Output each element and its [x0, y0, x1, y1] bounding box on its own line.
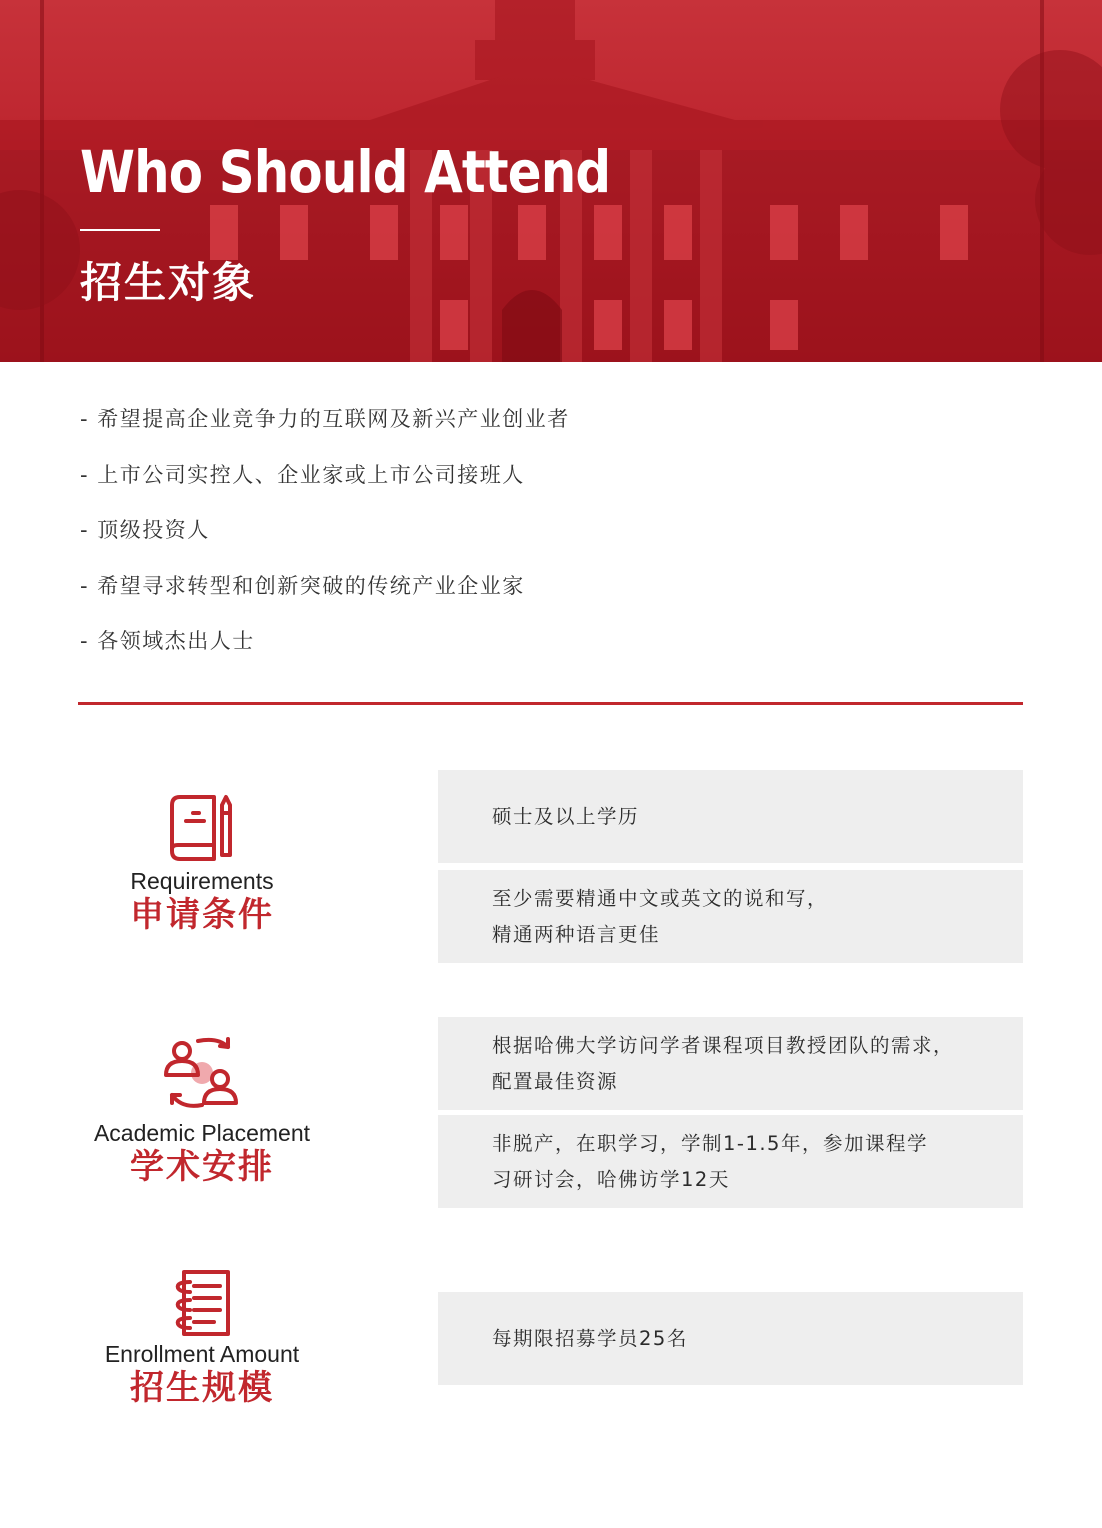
label-english: Enrollment Amount — [104, 1341, 300, 1367]
info-text-line: 精通两种语言更佳 — [492, 922, 661, 946]
list-item: - 顶级投资人 — [80, 518, 210, 542]
spiral-notepad-icon — [170, 1268, 234, 1338]
academic-placement-label — [62, 1033, 342, 1187]
info-text-line: 硕士及以上学历 — [492, 804, 640, 828]
list-item: - 上市公司实控人、企业家或上市公司接班人 — [80, 462, 525, 487]
list-item: - 希望提高企业竞争力的互联网及新兴产业创业者 — [80, 407, 570, 431]
list-item: - 各领域杰出人士 — [80, 629, 255, 653]
info-text-line: 配置最佳资源 — [492, 1069, 619, 1093]
info-text-line: 至少需要精通中文或英文的说和写， — [492, 886, 829, 910]
label-chinese: 招生规模 — [130, 1368, 274, 1408]
requirement-box — [438, 770, 1023, 863]
label-chinese: 申请条件 — [130, 895, 274, 935]
hero-banner — [0, 0, 1102, 362]
info-text-line: 非脱产，在职学习，学制1-1.5年，参加课程学 — [492, 1131, 928, 1155]
academic-placement-box — [438, 1115, 1023, 1208]
academic-placement-box — [438, 1017, 1023, 1110]
target-audience-list — [80, 404, 570, 682]
requirement-box — [438, 870, 1023, 963]
requirements-label — [62, 793, 342, 935]
enrollment-box — [438, 1292, 1023, 1385]
label-english: Requirements — [130, 868, 274, 894]
label-chinese: 学术安排 — [130, 1147, 274, 1187]
enrollment-amount-label — [62, 1268, 342, 1408]
title-underline — [80, 229, 160, 231]
label-english: Academic Placement — [93, 1120, 311, 1146]
info-text-line: 根据哈佛大学访问学者课程项目教授团队的需求， — [492, 1033, 955, 1057]
people-exchange-icon — [162, 1033, 242, 1109]
page-subtitle: 招生对象 — [80, 258, 257, 307]
page-title: Who Should Attend — [80, 138, 611, 206]
list-item: - 希望寻求转型和创新突破的传统产业企业家 — [80, 573, 525, 598]
notebook-pen-icon — [166, 793, 238, 863]
section-divider — [78, 702, 1023, 705]
info-text-line: 每期限招募学员25名 — [492, 1326, 688, 1350]
info-text-line: 习研讨会，哈佛访学12天 — [492, 1167, 730, 1191]
